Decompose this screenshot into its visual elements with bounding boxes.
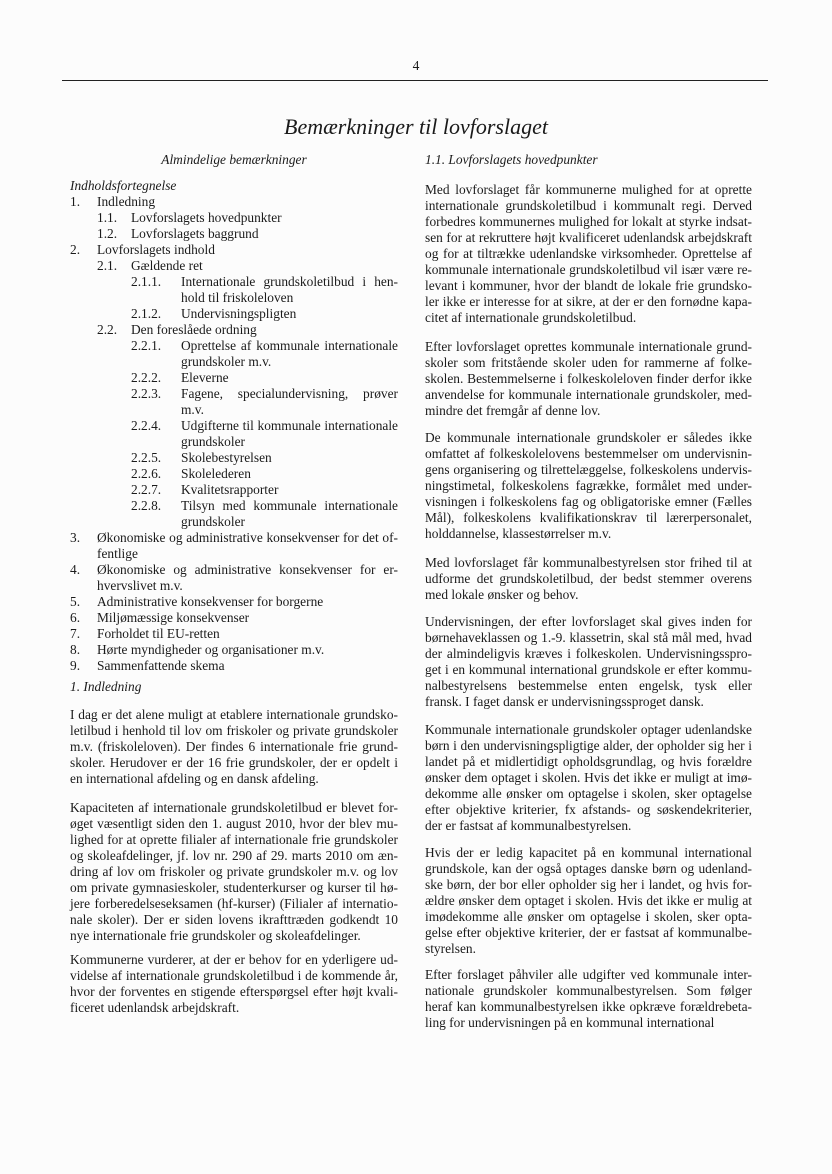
paragraph-line: Kommunerne vurderer, at der er behov for en yderligere ud- — [70, 952, 398, 967]
toc-item-label: Tilsyn med kommunale internationale — [181, 498, 398, 513]
paragraph-line: anvendelse for kommunale internationale grundskoler, med- — [425, 387, 752, 402]
paragraph — [70, 952, 398, 1016]
page-number: 4 — [412, 58, 420, 73]
paragraph-line: get i en kommunal international grundskole er efter kommu- — [425, 662, 752, 677]
toc-item-number: 2.2.6. — [131, 466, 162, 481]
toc-item — [70, 642, 398, 658]
paragraph-line: ønsker dem optaget i skolen. Hvis det ikke er muligt at imø- — [425, 770, 752, 785]
toc-item-label: Lovforslagets indhold — [97, 242, 215, 257]
toc-item-label: Oprettelse af kommunale internationale — [181, 338, 398, 353]
toc-item-label: Skolelederen — [181, 466, 251, 481]
toc-item-number: 5. — [70, 594, 81, 609]
paragraph-line: skoler. Herudover er der 16 frie grundskoler, der er opdelt i — [70, 755, 398, 770]
toc-item — [70, 370, 398, 386]
toc-item-label: Lovforslagets baggrund — [131, 226, 259, 241]
page-title — [0, 114, 832, 140]
paragraph-line: Med lovforslaget får kommunalbestyrelsen stor frihed til at — [425, 555, 752, 570]
toc-item-label: Hørte myndigheder og organisationer m.v. — [97, 642, 325, 657]
toc-item-number: 2.1. — [97, 258, 118, 273]
toc-item-number: 9. — [70, 658, 81, 673]
paragraph — [425, 555, 752, 603]
toc-item-label: Skolebestyrelsen — [181, 450, 272, 465]
paragraph-line: børn i den undervisningspligtige alder, der opholder sig her i — [425, 738, 752, 753]
paragraph-line: ling for undervisningen på en kommunal international — [425, 1015, 715, 1030]
toc-item-label: grundskoler — [181, 434, 245, 449]
toc-item-label: m.v. — [181, 402, 204, 417]
toc-item-number: 2. — [70, 242, 81, 257]
paragraph-line: nale skoler). Der er siden lovens ikrafttræden godkendt 10 — [70, 912, 398, 927]
toc-item — [70, 594, 398, 610]
toc-item-label: Indledning — [97, 194, 156, 209]
toc-item-label: Undervisningspligten — [181, 306, 297, 321]
paragraph-line: og skoleafdelinger, jf. lov nr. 290 af 29. marts 2010 om æn- — [70, 848, 398, 863]
paragraph-line: jere forberedelseseksamen (hf-kurser) (Filialer af internatio- — [70, 896, 398, 911]
toc-item-label: Miljømæssige konsekvenser — [97, 610, 250, 625]
toc-item-label: Eleverne — [181, 370, 229, 385]
paragraph-line: lighed for at oprette filialer af internationale frie grundskoler — [70, 832, 398, 847]
toc-item — [70, 306, 398, 322]
paragraph-line: ficeret udenlandsk arbejdskraft. — [70, 1000, 240, 1015]
toc-item — [70, 562, 398, 594]
toc-item-number: 2.2.1. — [131, 338, 162, 353]
toc-item-number: 1.1. — [97, 210, 118, 225]
toc-item — [70, 194, 398, 210]
paragraph — [425, 722, 752, 834]
toc-item-number: 2.2.8. — [131, 498, 162, 513]
paragraph-line: og for at tiltrække udenlandske virksomheder. Oprettelse af — [425, 246, 752, 261]
toc-item — [70, 626, 398, 642]
paragraph-line: Undervisningen, der efter lovforslaget skal gives inden for — [425, 614, 752, 629]
right-column-heading: 1.1. Lovforslagets hovedpunkter — [425, 152, 598, 167]
toc-item-label: Internationale grundskoletilbud i hen- — [181, 274, 398, 289]
toc-item-label: Økonomiske og administrative konsekvenser for er- — [97, 562, 398, 577]
paragraph-line: Hvis der er ledig kapacitet på en kommunal international — [425, 845, 752, 860]
toc-item-label: Kvalitetsrapporter — [181, 482, 279, 497]
toc-item-number: 2.2.3. — [131, 386, 162, 401]
toc-item-label: Forholdet til EU-retten — [97, 626, 220, 641]
paragraph-line: skolen. Bestemmelserne i folkeskoleloven finder derfor ikke — [425, 371, 752, 386]
page-title-text: Bemærkninger til lovforslaget — [284, 114, 548, 139]
toc-item — [70, 450, 398, 466]
toc-item-number: 2.2.2. — [131, 370, 162, 385]
paragraph — [425, 967, 752, 1031]
paragraph-line: imødekomme alle ønsker om optagelse i skolen, sker opta- — [425, 909, 752, 924]
paragraph-line: hvor der forventes en stigende efterspørgsel efter højt kvali- — [70, 984, 398, 999]
paragraph-line: internationale grundskoletilbud i kommunalt regi. Derved — [425, 198, 752, 213]
toc-item — [70, 658, 398, 674]
toc-item-label: Lovforslagets hovedpunkter — [131, 210, 282, 225]
paragraph-line: levant i kommuner, hvor der blandt de lokale frie grundsko- — [425, 278, 752, 293]
paragraph-line: udforme det grundskoletilbud, der bedst stemmer overens — [425, 571, 752, 586]
paragraph-line: gens organisering og tilrettelæggelse, folkeskolens undervis- — [425, 462, 752, 477]
paragraph — [425, 339, 752, 419]
paragraph-line: Efter lovforslaget oprettes kommunale internationale grund- — [425, 339, 752, 354]
paragraph-line: ske børn, der bor eller opholder sig her i landet, og hvis for- — [425, 877, 752, 892]
toc-item-label: hvervslivet m.v. — [97, 578, 183, 593]
toc-item-label: hold til friskoleloven — [181, 290, 294, 305]
paragraph-line: nalbestyrelsens bestemmelse enten engelsk, tysk eller — [425, 678, 752, 693]
paragraph-line: nye internationale frie grundskoler og skoleafdelinger. — [70, 928, 361, 943]
toc-item-number: 6. — [70, 610, 81, 625]
paragraph-line: dekomme alle ønsker om optagelse i skolen, sker optagelse — [425, 786, 752, 801]
paragraph — [70, 800, 398, 944]
paragraph-line: kommunale internationale grundskoletilbud vil især være re- — [425, 262, 752, 277]
paragraph-line: Kommunale internationale grundskoler optager udenlandske — [425, 722, 752, 737]
header-rule — [62, 80, 768, 81]
paragraph-line: øget væsentligt siden den 1. august 2010, hvor der blev mu- — [70, 816, 398, 831]
toc-item-number: 8. — [70, 642, 81, 657]
toc-item — [70, 258, 398, 274]
paragraph — [425, 430, 752, 542]
paragraph-line: ler ikke er interesse for at sikre, at der er den fornødne kapa- — [425, 294, 752, 309]
paragraph-line: visningen i folkeskolens fag og obligatoriske emner (Fælles — [425, 494, 752, 509]
toc-item — [70, 226, 398, 242]
toc-item-label: Udgifterne til kommunale internationale — [181, 418, 398, 433]
toc-item-number: 3. — [70, 530, 81, 545]
paragraph-line: dring af lov om friskoler og private grundskoler m.v. og lov — [70, 864, 398, 879]
toc-item-number: 2.1.2. — [131, 306, 162, 321]
paragraph-line: Mål), folkeskolens kvalifikationskrav til lærerpersonalet, — [425, 510, 752, 525]
toc-item — [70, 466, 398, 482]
left-column-heading: Almindelige bemærkninger — [161, 152, 307, 167]
toc-item — [70, 322, 398, 338]
toc-item-label: fentlige — [97, 546, 138, 561]
toc-item — [70, 498, 398, 530]
table-of-contents — [70, 194, 398, 674]
paragraph-line: skoler som fritstående skoler uden for rammerne af folke- — [425, 355, 752, 370]
paragraph-line: der almindeligvis kræves i folkeskolen. Undervisningsspro- — [425, 646, 752, 661]
toc-item-number: 2.2.4. — [131, 418, 162, 433]
paragraph-line: Kapaciteten af internationale grundskoletilbud er blevet for- — [70, 800, 398, 815]
toc-item-number: 2.2.7. — [131, 482, 162, 497]
paragraph-line: nationale grundskoler kommunalbestyrelsen. Som følger — [425, 983, 752, 998]
toc-item-number: 4. — [70, 562, 81, 577]
paragraph-line: m.v. (friskoleloven). Der findes 6 internationale frie grund- — [70, 739, 398, 754]
toc-item-number: 2.1.1. — [131, 274, 162, 289]
toc-item-number: 2.2.5. — [131, 450, 162, 465]
toc-item — [70, 482, 398, 498]
toc-item — [70, 242, 398, 258]
toc-item-label: grundskoler — [181, 514, 245, 529]
toc-item-label: Fagene, specialundervisning, prøver — [181, 386, 398, 401]
paragraph-line: holddannelse, klassestørrelser m.v. — [425, 526, 612, 541]
paragraph-line: citet af internationale grundskoletilbud. — [425, 310, 637, 325]
paragraph-line: gelse efter objektive kriterier, der er fastsat af kommunalbe- — [425, 925, 752, 940]
paragraph-line: videlse af internationale grundskoletilbud i de kommende år, — [70, 968, 398, 983]
toc-heading: Indholdsfortegnelse — [70, 178, 177, 193]
paragraph-line: omfattet af folkeskolelovens bestemmelser om undervisnin- — [425, 446, 752, 461]
paragraph-line: Efter forslaget påhviler alle udgifter ved kommunale inter- — [425, 967, 752, 982]
paragraph-line: heraf kan kommunalbestyrelsen ikke opkræve forældrebeta- — [425, 999, 752, 1014]
paragraph-line: ældre ønsker dem optaget i skolen. Hvis det ikke er mulig at — [425, 893, 752, 908]
toc-item — [70, 418, 398, 450]
toc-item-label: Økonomiske og administrative konsekvenser for det of- — [97, 530, 398, 545]
paragraph-line: mindre det fremgår af denne lov. — [425, 403, 601, 418]
toc-item — [70, 338, 398, 370]
section-heading-indledning: 1. Indledning — [70, 679, 142, 694]
paragraph-line: børnehaveklassen og 1.-9. klassetrin, skal stå mål med, hvad — [425, 630, 752, 645]
paragraph-line: grundskole, kan der også optages danske børn og udenland- — [425, 861, 752, 876]
toc-item-label: Sammenfattende skema — [97, 658, 225, 673]
toc-item-number: 1. — [70, 194, 81, 209]
toc-item — [70, 386, 398, 418]
paragraph — [425, 182, 752, 326]
toc-item-number: 1.2. — [97, 226, 118, 241]
paragraph-line: De kommunale internationale grundskoler er således ikke — [425, 430, 752, 445]
paragraph — [425, 614, 752, 710]
paragraph-line: sen for at rekruttere højt kvalificeret udenlandsk arbejdskraft — [425, 230, 752, 245]
paragraph-line: ningstimetal, folkeskolens fagrække, formålet med under- — [425, 478, 752, 493]
paragraph-line: med lokale ønsker og behov. — [425, 587, 579, 602]
paragraph-line: I dag er det alene muligt at etablere internationale grundsko- — [70, 707, 398, 722]
paragraph-line: der er fastsat af kommunalbestyrelsen. — [425, 818, 632, 833]
paragraph-line: letilbud i henhold til lov om friskoler og private grundskoler — [70, 723, 398, 738]
toc-item-number: 2.2. — [97, 322, 118, 337]
paragraph — [70, 707, 398, 787]
paragraph-line: en international afdeling og en dansk afdeling. — [70, 771, 319, 786]
toc-item-label: Administrative konsekvenser for borgerne — [97, 594, 324, 609]
toc-item — [70, 210, 398, 226]
paragraph-line: landet på et midlertidigt opholdsgrundlag, og hvis forældre — [425, 754, 752, 769]
toc-item-label: Den foreslåede ordning — [131, 322, 257, 337]
toc-item-label: Gældende ret — [131, 258, 203, 273]
paragraph-line: forbedres kommunernes mulighed for lokalt at styrke indsat- — [425, 214, 752, 229]
paragraph — [425, 845, 752, 957]
paragraph-line: om private gymnasieskoler, studenterkurser og kurser til hø- — [70, 880, 398, 895]
toc-item — [70, 274, 398, 306]
paragraph-line: styrelsen. — [425, 941, 476, 956]
toc-item-label: grundskoler m.v. — [181, 354, 272, 369]
toc-item-number: 7. — [70, 626, 81, 641]
toc-item — [70, 610, 398, 626]
paragraph-line: efter objektive kriterier, fx afstands- og søskendekriterier, — [425, 802, 752, 817]
paragraph-line: fransk. I faget dansk er undervisningssproget dansk. — [425, 694, 704, 709]
paragraph-line: Med lovforslaget får kommunerne mulighed for at oprette — [425, 182, 752, 197]
toc-item — [70, 530, 398, 562]
